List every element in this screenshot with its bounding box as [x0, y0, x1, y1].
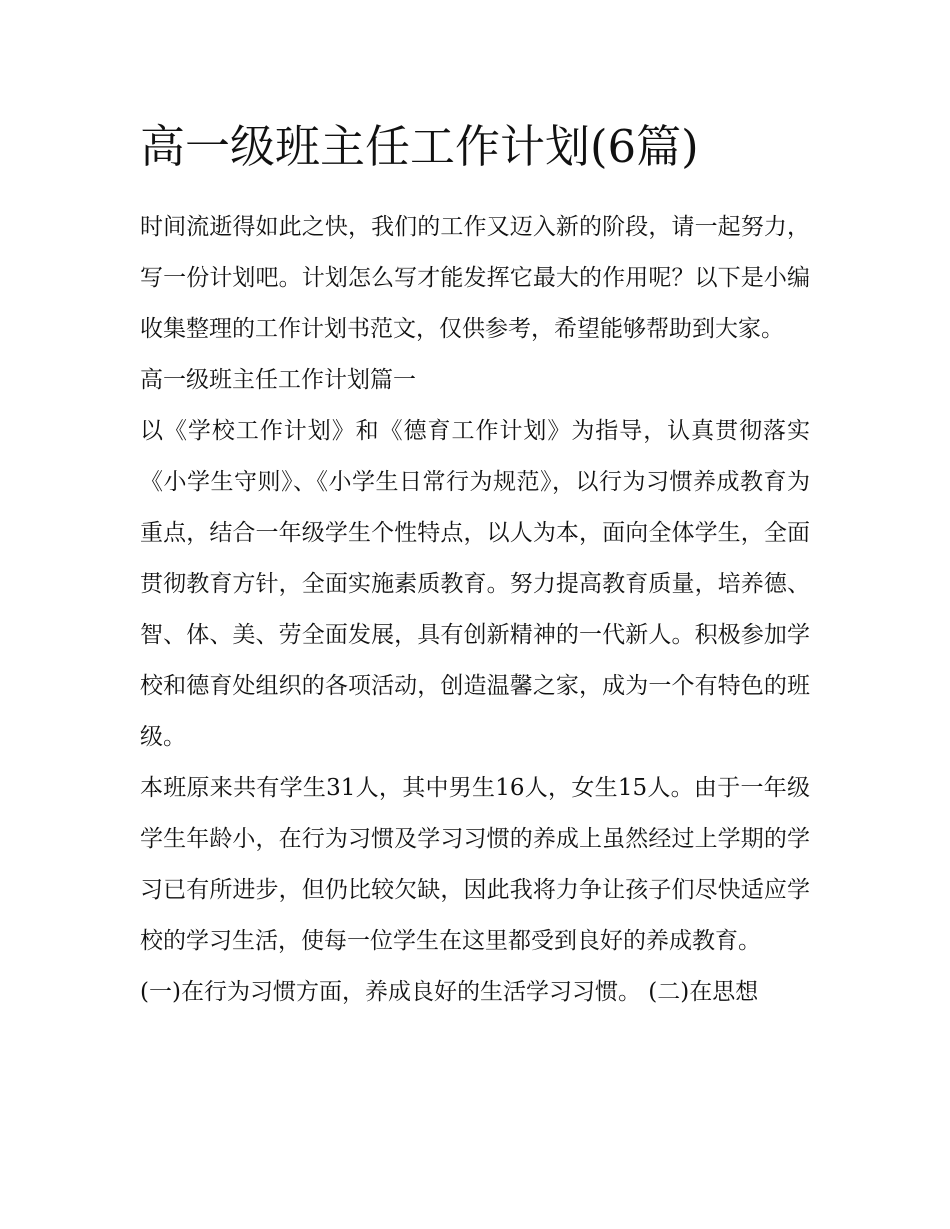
goals-paragraph: (一)在行为习惯方面，养成良好的生活学习习惯。 (二)在思想: [140, 979, 759, 1005]
intro-paragraph: 时间流逝得如此之快，我们的工作又迈入新的阶段，请一起努力，写一份计划吧。计划怎么写才能发挥它最大的作用呢？以下是小编收集整理的工作计划书范文，仅供参考，希望能够帮助到大家。: [140, 214, 810, 342]
section-heading: 高一级班主任工作计划篇一: [140, 367, 416, 393]
guideline-paragraph: 以《学校工作计划》和《德育工作计划》为指导，认真贯彻落实《小学生守则》、《小学生日常行为规范》，以行为习惯养成教育为重点，结合一年级学生个性特点，以人为本，面向全体学生，全面贯彻教育方针，全面实施素质教育。努力提高教育质量，培养德、智、体、美、劳全面发展，具有创新精神的一代新人。积极参加学校和德育处组织的各项活动，创造温馨之家，成为一个有特色的班级。: [140, 418, 810, 750]
document-title: 高一级班主任工作计划(6篇): [140, 120, 699, 173]
document-page: [140, 110, 810, 1018]
class-info-paragraph: 本班原来共有学生31人，其中男生16人，女生15人。由于一年级学生年龄小，在行为习惯及学习习惯的养成上虽然经过上学期的学习已有所进步，但仍比较欠缺，因此我将力争让孩子们尽快适应学校的学习生活，使每一位学生在这里都受到良好的养成教育。: [140, 775, 810, 954]
